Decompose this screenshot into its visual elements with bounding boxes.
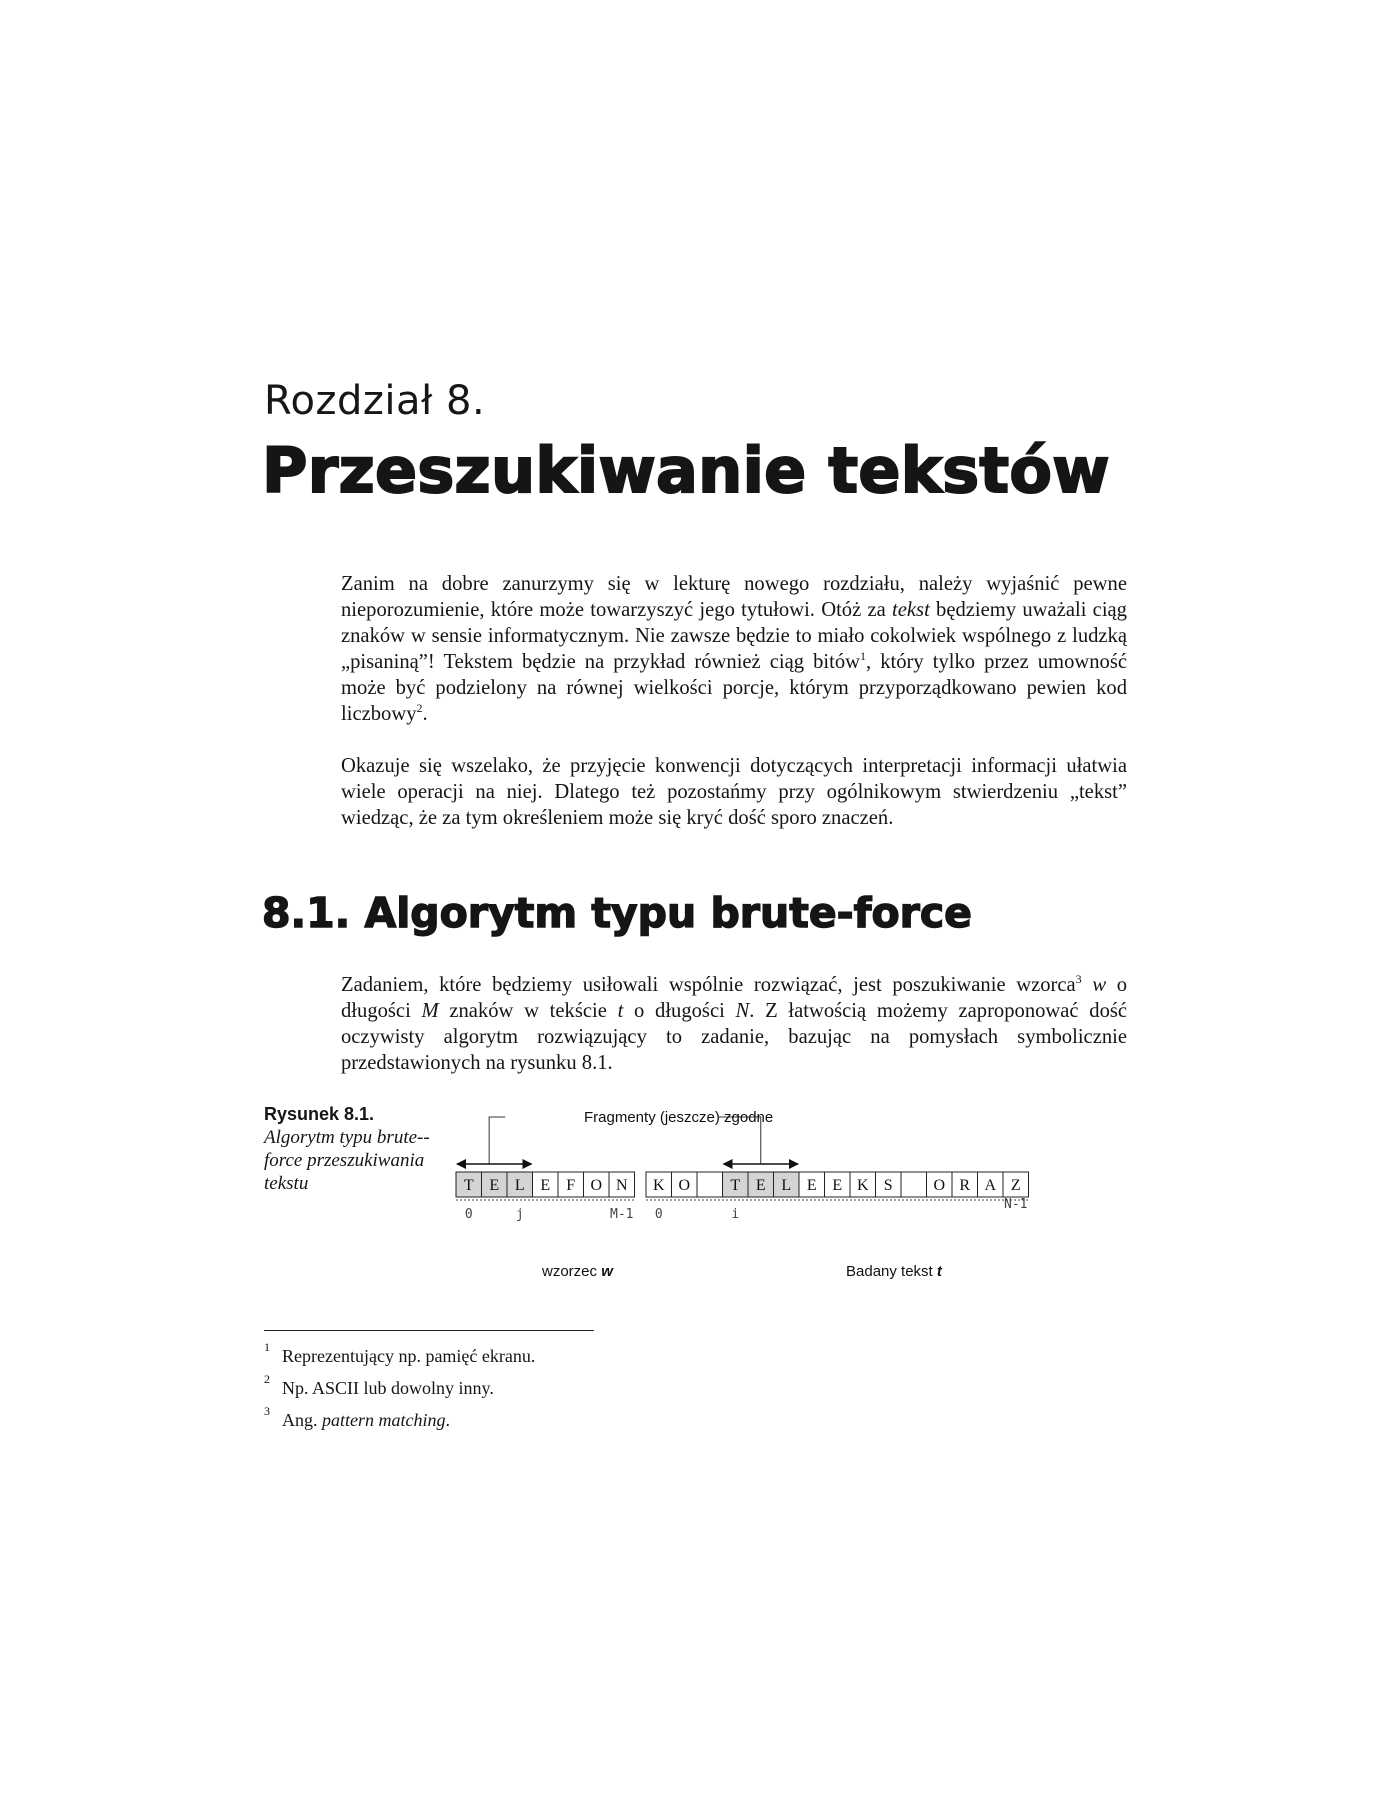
section-p-var-w: w xyxy=(1092,974,1107,996)
footnote-ref-2[interactable]: 2 xyxy=(416,701,423,716)
text-cell-letter: E xyxy=(806,1177,817,1194)
text-cell-letter: O xyxy=(933,1177,946,1194)
intro-p1-text-a: Zanim na dobre zanurzymy się w lekturę nowego rozdziału, należy wyjaśnić pewne nieporozumienie, które może towarzyszyć jego tytułowi. Otóż za xyxy=(341,573,1127,621)
footnote-ref-3[interactable]: 3 xyxy=(1075,972,1082,987)
pattern-caption-var: w xyxy=(601,1263,613,1280)
intro-p1-term-tekst: tekst xyxy=(892,599,930,621)
section-p-var-N: N xyxy=(735,1000,750,1022)
text-caption-text: Badany tekst xyxy=(846,1263,937,1280)
section-p-text-e: o długości xyxy=(623,1000,736,1022)
footnote-number: 3 xyxy=(264,1404,270,1418)
pattern-cell-letter: L xyxy=(514,1177,525,1194)
footnote-number: 1 xyxy=(264,1340,270,1354)
text-cell-letter: R xyxy=(959,1177,971,1194)
text-cell-letter: O xyxy=(678,1177,691,1194)
text-cell xyxy=(901,1172,927,1197)
text-cell-letter: L xyxy=(781,1177,792,1194)
figure-caption xyxy=(264,1103,454,1195)
text-cells xyxy=(646,1172,1029,1200)
text-cell-letter: Z xyxy=(1010,1177,1021,1194)
pattern-index-end: M-1 xyxy=(610,1207,634,1222)
text-cell-letter: S xyxy=(883,1177,893,1194)
pattern-cell-letter: T xyxy=(463,1177,474,1194)
section-title: 8.1. Algorytm typu brute-force xyxy=(262,889,972,937)
footnote-divider xyxy=(264,1330,594,1331)
intro-p1-text-c: będziemy uważali ciąg znaków w sensie informatycznym. Nie zawsze będzie to miało cokolwiek wspólnego z ludzką „pisaniną”! Tekstem będzie na przykład również ciąg bitów xyxy=(341,599,1127,673)
figure-brute-force-diagram xyxy=(454,1100,1130,1300)
text-cell-letter: K xyxy=(652,1177,665,1194)
section-paragraph xyxy=(341,972,1127,1076)
figure-label: Rysunek 8.1. xyxy=(264,1104,375,1124)
footnote-ref-1[interactable]: 1 xyxy=(860,649,867,664)
section-p-text-b xyxy=(1082,974,1093,996)
pattern-cell-letter: E xyxy=(540,1177,551,1194)
section-p-text-a: Zadaniem, które będziemy usiłowali wspólnie rozwiązać, jest poszukiwanie wzorca xyxy=(341,974,1076,996)
text-cell-letter: T xyxy=(730,1177,741,1194)
section-p-var-M: M xyxy=(421,1000,439,1022)
chapter-title: Przeszukiwanie tekstów xyxy=(262,434,1110,507)
footnotes xyxy=(264,1340,864,1436)
footnote-text: Np. ASCII lub dowolny inny. xyxy=(282,1378,494,1398)
text-cell xyxy=(697,1172,723,1197)
section-p-text-c: o długości xyxy=(341,974,1127,1022)
pattern-cell-letter: O xyxy=(590,1177,603,1194)
footnote-2 xyxy=(264,1372,864,1404)
text-index-i: i xyxy=(731,1207,740,1222)
section-p-var-t: t xyxy=(617,1000,624,1022)
footnote-prefix: Ang. xyxy=(282,1410,322,1430)
footnote-text xyxy=(282,1404,450,1436)
footnote-suffix: . xyxy=(445,1410,450,1430)
intro-paragraph-2: Okazuje się wszelako, że przyjęcie konwencji dotyczących interpretacji informacji ułatwia wiele operacji na niej. Dlatego też pozostańmy przy ogólnikowym stwierdzeniu „tekst” wiedząc, że za tym określeniem może się kryć dość sporo znaczeń. xyxy=(341,755,1127,829)
figure-svg xyxy=(454,1100,1130,1300)
text-cell-letter: K xyxy=(856,1177,869,1194)
footnote-number: 2 xyxy=(264,1372,270,1386)
intro-paragraph-1 xyxy=(341,571,1127,727)
pattern-cell-letter: F xyxy=(566,1177,576,1194)
section-p-text-d: znaków w tekście xyxy=(438,1000,618,1022)
footnote-text: Reprezentujący np. pamięć ekranu. xyxy=(282,1346,536,1366)
footnote-1 xyxy=(264,1340,864,1372)
text-index-end: N-1 xyxy=(1004,1197,1028,1212)
pattern-caption-text: wzorzec xyxy=(542,1263,602,1280)
text-cell-letter: E xyxy=(755,1177,766,1194)
pattern-cells xyxy=(456,1172,635,1200)
text-index-start: 0 xyxy=(654,1207,663,1222)
bracket-left-line xyxy=(489,1117,505,1164)
section-p-text-f: . Z łatwością możemy zaproponować dość oczywisty algorytm rozwiązujący to zadanie, bazując na pomysłach symbolicznie przedstawionych na rysunku 8.1. xyxy=(341,1000,1128,1074)
intro-p1-text-e: . xyxy=(422,703,428,725)
index-labels xyxy=(465,1197,1028,1222)
pattern-index-j: j xyxy=(515,1207,524,1222)
text-cell-letter: E xyxy=(832,1177,843,1194)
pattern-cell-letter: N xyxy=(615,1177,628,1194)
matching-fragments-label: Fragmenty (jeszcze) zgodne xyxy=(584,1109,774,1126)
figure-caption-text: Algorytm typu brute--force przeszukiwania tekstu xyxy=(264,1127,430,1194)
intro-p1-text-d: , który tylko przez umowność może być podzielony na równej wielkości porcje, którym przyporządkowano pewien kod liczbowy xyxy=(341,651,1127,725)
footnote-italic: pattern matching xyxy=(322,1410,446,1430)
text-cell-letter: A xyxy=(984,1177,997,1194)
footnote-3 xyxy=(264,1404,864,1436)
pattern-caption xyxy=(541,1263,614,1280)
pattern-index-start: 0 xyxy=(464,1207,473,1222)
text-caption xyxy=(846,1263,943,1280)
chapter-label: Rozdział 8. xyxy=(264,378,486,424)
text-caption-var: t xyxy=(936,1263,942,1280)
pattern-cell-letter: E xyxy=(489,1177,500,1194)
